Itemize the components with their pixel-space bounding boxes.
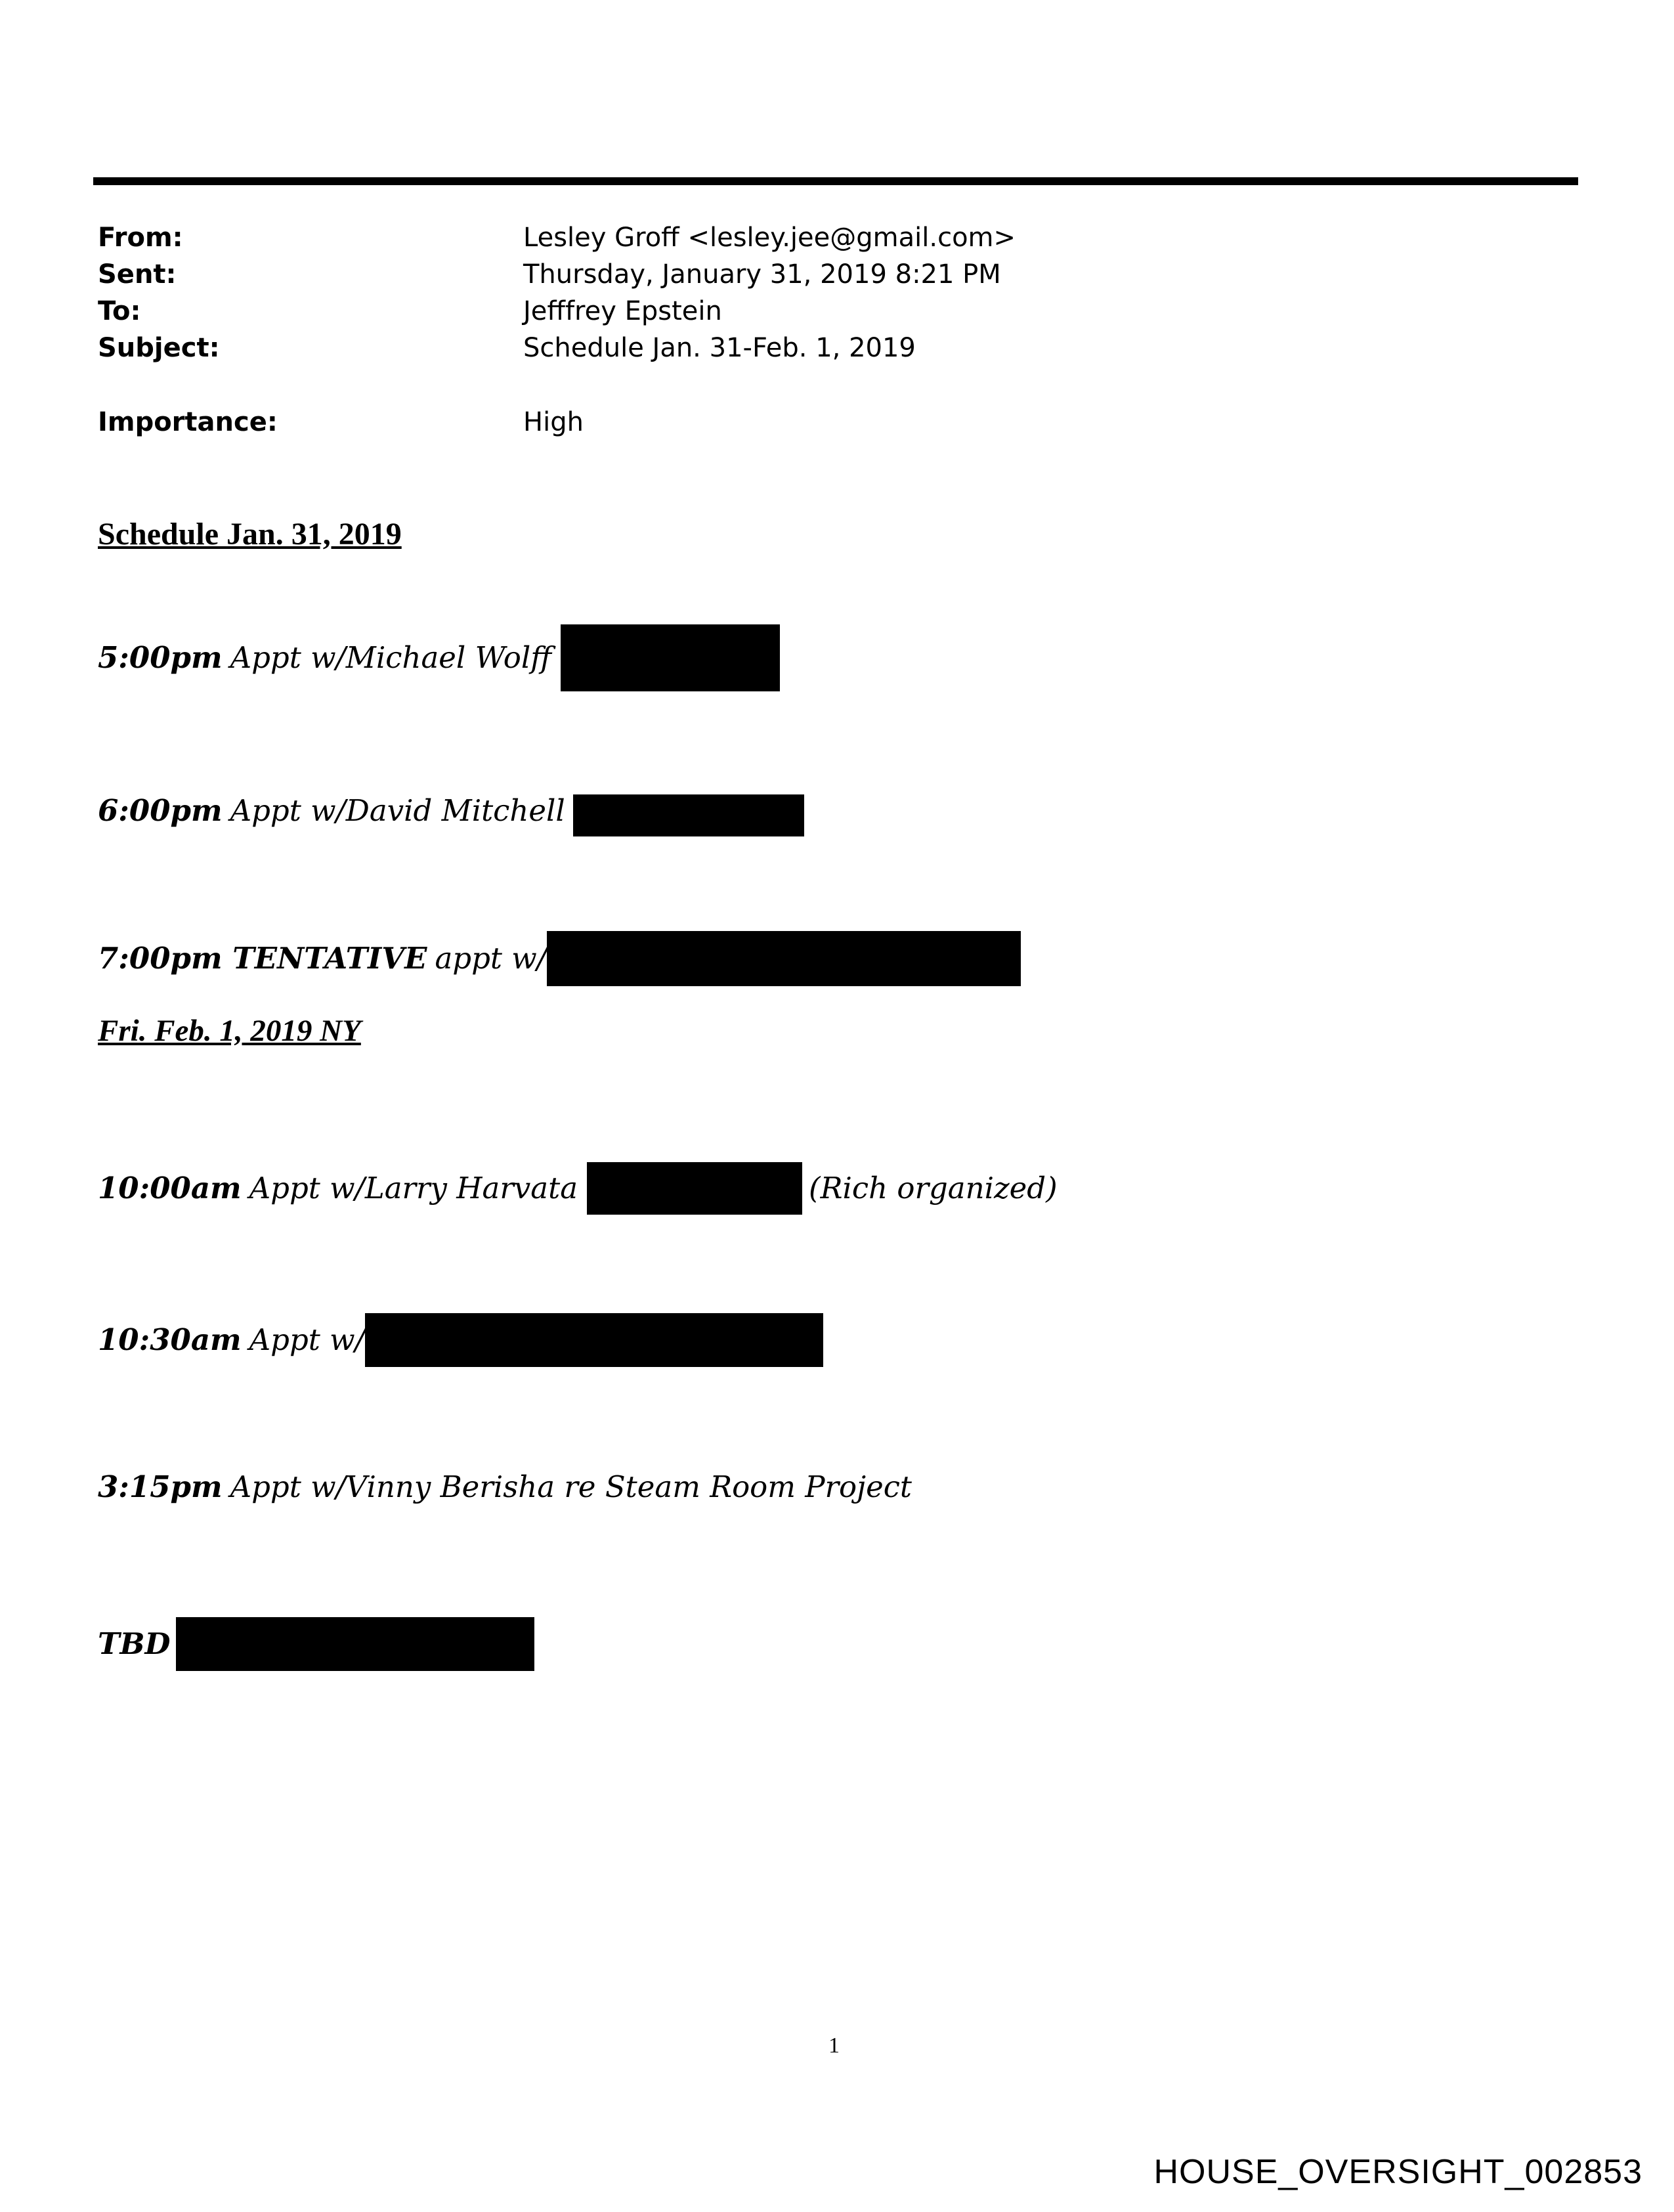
schedule-entry: [98, 1464, 912, 1510]
entry-text: Appt w/Larry Harvata: [249, 1171, 578, 1205]
entry-time: 5:00pm: [98, 640, 223, 675]
schedule-entry: [98, 785, 804, 836]
entry-text: Appt w/Michael Wolff: [230, 640, 552, 675]
from-value: Lesley Groff <lesley.jee@gmail.com>: [523, 223, 1016, 253]
redaction-block: [365, 1313, 823, 1367]
entry-time: 3:15pm: [98, 1469, 223, 1504]
schedule-entry: [98, 624, 780, 691]
entry-text: Appt w/Vinny Berisha re Steam Room Project: [230, 1469, 912, 1504]
schedule-entry: [98, 1162, 1058, 1215]
entry-time: 6:00pm: [98, 793, 223, 828]
entry-time: 10:00am: [98, 1171, 242, 1205]
schedule-heading-jan-31: Schedule Jan. 31, 2019: [98, 517, 402, 552]
entry-time: TBD: [98, 1626, 171, 1661]
redaction-block: [587, 1162, 802, 1215]
importance-value: High: [523, 407, 584, 437]
subject-label: Subject:: [98, 333, 220, 363]
redaction-block: [573, 794, 804, 836]
entry-text: Appt w/: [249, 1322, 365, 1357]
entry-text: appt w/: [435, 941, 547, 976]
entry-text: Appt w/David Mitchell: [230, 793, 565, 828]
sent-value: Thursday, January 31, 2019 8:21 PM: [523, 259, 1001, 290]
importance-label: Importance:: [98, 407, 278, 437]
to-label: To:: [98, 296, 141, 326]
entry-time: 7:00pm TENTATIVE: [98, 941, 427, 976]
redaction-block: [547, 931, 1021, 986]
redaction-block: [561, 624, 780, 691]
entry-time: 10:30am: [98, 1322, 242, 1357]
bates-stamp: HOUSE_OVERSIGHT_002853: [1153, 2153, 1642, 2191]
schedule-entry: [98, 1617, 534, 1671]
to-value: Jefffrey Epstein: [523, 296, 722, 326]
schedule-entry: [98, 1313, 823, 1367]
sent-label: Sent:: [98, 259, 177, 290]
schedule-heading-feb-1: Fri. Feb. 1, 2019 NY: [98, 1014, 361, 1048]
subject-value: Schedule Jan. 31-Feb. 1, 2019: [523, 333, 916, 363]
schedule-entry: [98, 931, 1021, 986]
header-rule: [93, 177, 1578, 185]
redaction-block: [176, 1617, 534, 1671]
entry-note: (Rich organized): [809, 1171, 1058, 1205]
page-number: 1: [828, 2033, 840, 2058]
from-label: From:: [98, 223, 183, 253]
